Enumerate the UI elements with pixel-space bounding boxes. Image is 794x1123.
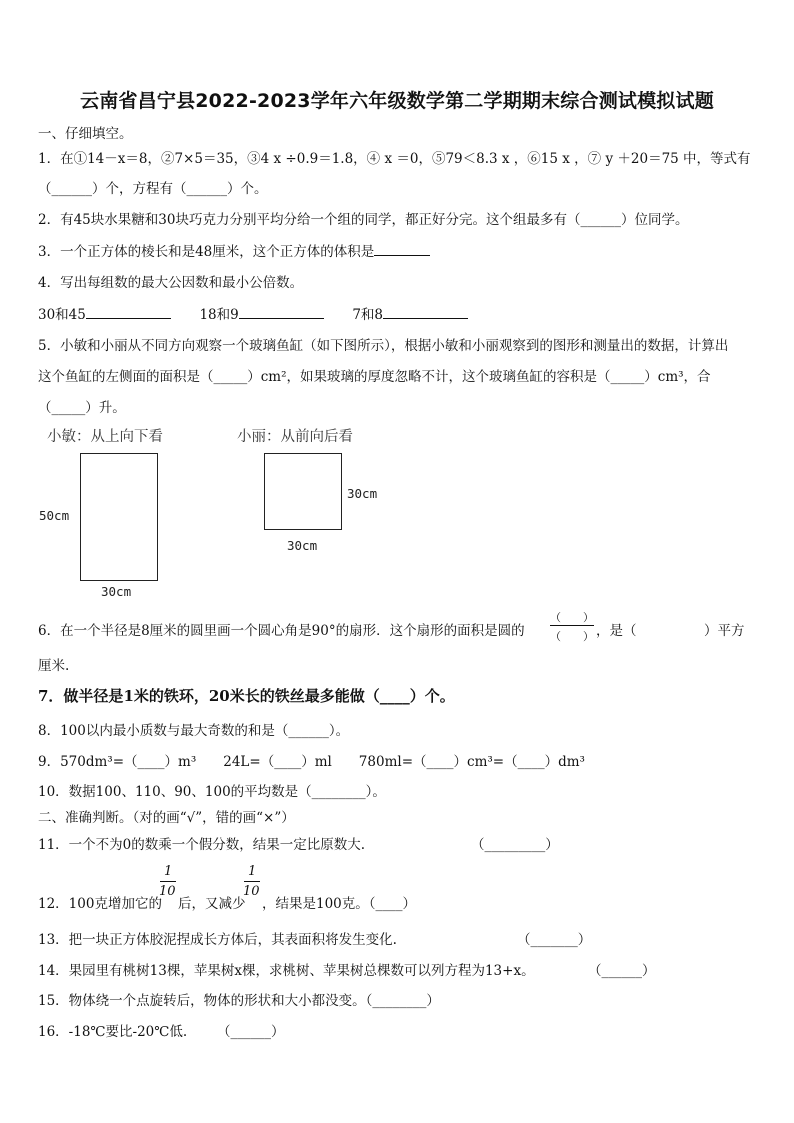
answer-blank[interactable] [239,306,324,319]
question-13-blank[interactable]: （_______） [517,932,592,948]
answer-blank[interactable] [86,306,171,319]
question-1-line-2: （______）个，方程有（______）个。 [38,181,268,197]
question-4: 4．写出每组数的最大公因数和最小公倍数。 [38,275,304,291]
front-view-width-label: 30cm [287,538,318,553]
question-6-text-a: 6．在一个半径是8厘米的圆里画一个圆心角是90°的扇形．这个扇形的面积是圆的 [38,623,525,639]
question-5-line-1: 5．小敏和小丽从不同方向观察一个玻璃鱼缸（如下图所示），根据小敏和小丽观察到的图形和测量出的数据，计算出 [38,338,729,354]
fraction-bar [550,625,594,626]
question-5-line-3: （_____）升。 [38,400,126,416]
figure-label-top-view: 小敏：从上向下看 [47,429,163,445]
front-view-rectangle [264,453,342,530]
section-heading-fill-blank: 一、仔细填空。 [38,126,133,142]
question-6-line-2: 厘米. [38,658,70,674]
question-3 [38,240,430,260]
question-12-part-a: 12．100克增加它的 [38,896,162,912]
question-11-blank[interactable]: （_________） [471,837,559,853]
question-2: 2．有45块水果糖和30块巧克力分别平均分给一个组的同学，都正好分完。这个组最多有（______）位同学。 [38,212,689,228]
question-16: 16．-18℃要比-20℃低. [38,1024,188,1040]
fraction-2-denominator: 10 [243,884,260,899]
fraction-1-bar [160,881,176,882]
figure-label-front-view: 小丽：从前向后看 [237,429,353,445]
fraction-1-numerator: 1 [164,864,173,879]
question-1-line-1: 1．在①14－x＝8，②7×5＝35，③4 x ÷0.9＝1.8，④ x ＝0，⑤79＜8.3 x ，⑥15 x ，⑦ y ＋20＝75 中，等式有 [38,151,751,167]
fraction-1-denominator: 10 [159,884,176,899]
question-12-part-b: 后，又减少 [178,896,246,912]
question-5-line-2: 这个鱼缸的左侧面的面积是（_____）cm²，如果玻璃的厚度忽略不计，这个玻璃鱼缸的容积是（_____）cm³，合 [38,369,711,385]
pair-30-45: 30和45 [38,307,86,323]
top-view-width-label: 30cm [101,584,132,599]
question-6-text-b: ，是（ ）平方 [596,623,745,639]
question-4-pairs [38,303,468,323]
question-9: 9．570dm³=（____）m³ 24L=（____）ml 780ml=（____）cm³=（____）dm³ [38,754,585,770]
answer-blank[interactable] [383,306,468,319]
question-14-blank[interactable]: （______） [588,963,656,979]
question-3-text: 3．一个正方体的棱长和是48厘米，这个正方体的体积是 [38,244,375,260]
fraction-denominator: （ ） [550,630,594,643]
front-view-height-label: 30cm [347,486,378,501]
question-16-blank[interactable]: （______） [217,1024,285,1040]
section-heading-judge: 二、准确判断。（对的画“√”，错的画“×”） [38,810,295,826]
fraction-2-numerator: 1 [248,864,257,879]
fraction-2-bar [244,881,260,882]
answer-blank[interactable] [374,243,430,256]
top-view-rectangle [80,453,158,581]
top-view-height-label: 50cm [39,508,70,523]
question-12-part-c: ，结果是100克。（____） [262,896,417,912]
question-13: 13．把一块正方体胶泥捏成长方体后，其表面积将发生变化. [38,932,397,948]
question-11: 11．一个不为0的数乘一个假分数，结果一定比原数大. [38,837,366,853]
pair-7-8: 7和8 [352,307,384,323]
page-title: 云南省昌宁县2022-2023学年六年级数学第二学期期末综合测试模拟试题 [80,90,714,112]
question-10: 10．数据100、110、90、100的平均数是（________）。 [38,784,386,800]
question-15: 15．物体绕一个点旋转后，物体的形状和大小都没变。（________） [38,993,440,1009]
question-14: 14．果园里有桃树13棵，苹果树x棵，求桃树、苹果树总棵数可以列方程为13+x。 [38,963,535,979]
pair-18-9: 18和9 [199,307,239,323]
question-8: 8．100以内最小质数与最大奇数的和是（______）。 [38,723,350,739]
question-7: 7．做半径是1米的铁环，20米长的铁丝最多能做（____）个。 [38,687,455,705]
fraction-numerator: （ ） [550,611,594,624]
